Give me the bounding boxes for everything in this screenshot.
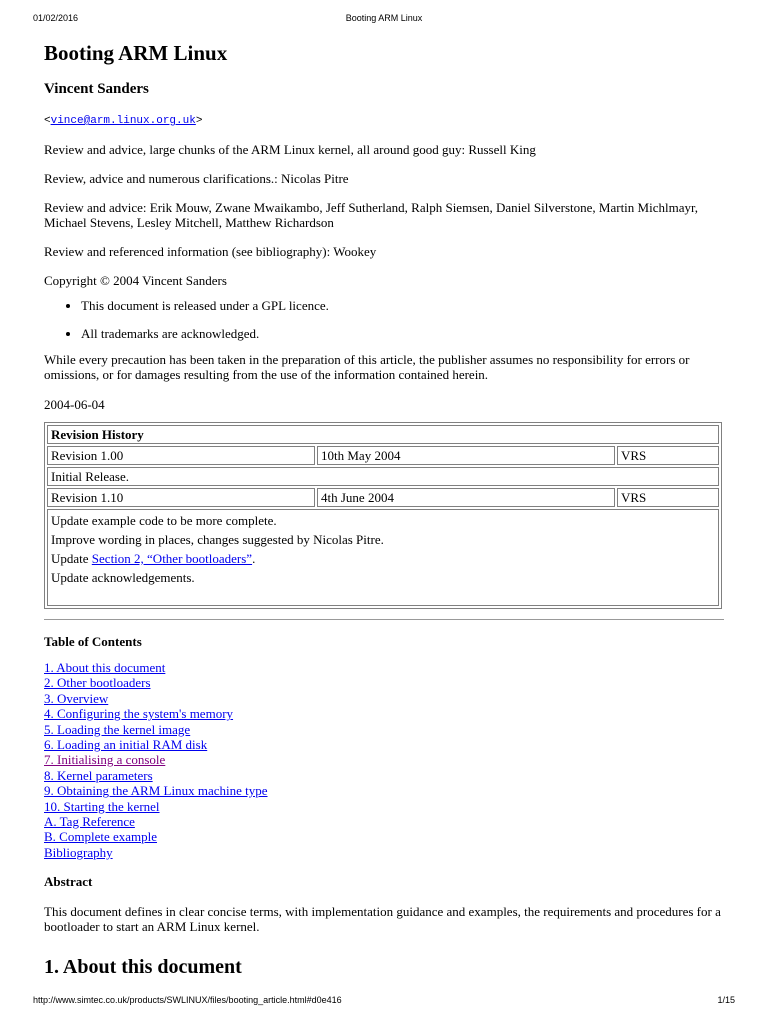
- revision-date: 10th May 2004: [317, 446, 615, 465]
- divider: [44, 619, 724, 620]
- revision-note-line: Update acknowledgements.: [51, 570, 195, 585]
- document-date: 2004-06-04: [44, 397, 105, 412]
- email-open-bracket: <: [44, 115, 51, 127]
- abstract-text: This document defines in clear concise terms, with implementation guidance and examples, the requirements and procedures for a bootloader to start an ARM Linux kernel.: [44, 904, 721, 935]
- toc-link-bibliography[interactable]: Bibliography: [44, 844, 113, 860]
- revision-history-heading: Revision History: [47, 425, 719, 444]
- list-item: • This document is released under a GPL licence.: [81, 298, 724, 313]
- revision-note-line: Update example code to be more complete.: [51, 513, 277, 528]
- revision-notes: [47, 509, 719, 606]
- revision-date: 4th June 2004: [317, 488, 615, 507]
- author-email-line: [44, 114, 724, 128]
- toc-link-overview[interactable]: 3. Overview: [44, 690, 109, 706]
- document-body: [44, 40, 724, 978]
- toc-link-tag-reference[interactable]: A. Tag Reference: [44, 814, 135, 830]
- note-text: Update: [51, 551, 92, 566]
- credit-reviewers: Review and advice: Erik Mouw, Zwane Mwaikambo, Jeff Sutherland, Ralph Siemsen, Daniel Silverstone, Martin Michlmayr, Michael Stevens, Lesley Mitchell, Matthew Richardson: [44, 200, 699, 230]
- revision-author: VRS: [617, 446, 719, 465]
- table-row: [47, 488, 719, 507]
- section-heading: 1. About this document: [44, 956, 242, 979]
- abstract-title: Abstract: [44, 874, 93, 890]
- email-close-bracket: >: [195, 115, 203, 127]
- table-of-contents: [44, 660, 724, 860]
- toc-link-other-bootloaders[interactable]: 2. Other bootloaders: [44, 675, 151, 691]
- print-title: Booting ARM Linux: [345, 13, 423, 23]
- toc-link-loading-ramdisk[interactable]: 6. Loading an initial RAM disk: [44, 737, 208, 753]
- author-email-link[interactable]: vince@arm.linux.org.uk: [50, 115, 196, 127]
- revision-note-line: Improve wording in places, changes suggested by Nicolas Pitre.: [51, 532, 384, 547]
- toc-link-loading-kernel[interactable]: 5. Loading the kernel image: [44, 721, 191, 737]
- table-row: [47, 509, 719, 606]
- note-text: .: [252, 551, 256, 566]
- print-date: 01/02/2016: [33, 13, 79, 23]
- credit-nicolas-pitre: Review, advice and numerous clarifications.: Nicolas Pitre: [44, 171, 349, 186]
- toc-link-machine-type[interactable]: 9. Obtaining the ARM Linux machine type: [44, 783, 268, 799]
- page-number: 1/15: [717, 995, 735, 1005]
- licence-list: [44, 298, 724, 341]
- copyright-notice: Copyright © 2004 Vincent Sanders: [44, 273, 227, 288]
- table-row: [47, 467, 719, 486]
- toc-link-initialising-console[interactable]: 7. Initialising a console: [44, 752, 166, 768]
- revision-number: Revision 1.10: [47, 488, 315, 507]
- list-item: • All trademarks are acknowledged.: [81, 326, 724, 341]
- revision-note: Initial Release.: [47, 467, 719, 486]
- toc-title: Table of Contents: [44, 634, 142, 649]
- document-title: Booting ARM Linux: [44, 41, 228, 65]
- revision-history-table: [44, 422, 722, 609]
- revision-author: VRS: [617, 488, 719, 507]
- toc-link-starting-kernel[interactable]: 10. Starting the kernel: [44, 798, 160, 814]
- credit-russell-king: Review and advice, large chunks of the ARM Linux kernel, all around good guy: Russell King: [44, 142, 536, 157]
- toc-link-complete-example[interactable]: B. Complete example: [44, 829, 158, 845]
- author-name: Vincent Sanders: [44, 81, 149, 97]
- revision-number: Revision 1.00: [47, 446, 315, 465]
- table-row: [47, 446, 719, 465]
- revision-note-line: [51, 549, 715, 568]
- toc-link-about[interactable]: 1. About this document: [44, 660, 166, 675]
- toc-link-configuring-memory[interactable]: 4. Configuring the system's memory: [44, 706, 234, 722]
- credit-wookey: Review and referenced information (see bibliography): Wookey: [44, 244, 377, 259]
- footer-url: http://www.simtec.co.uk/products/SWLINUX/files/booting_article.html#d0e416: [33, 995, 342, 1005]
- disclaimer: While every precaution has been taken in the preparation of this article, the publisher assumes no responsibility for errors or omissions, or for damages resulting from the use of the information contained herein.: [44, 352, 690, 382]
- toc-link-kernel-parameters[interactable]: 8. Kernel parameters: [44, 767, 153, 783]
- other-bootloaders-link[interactable]: Section 2, “Other bootloaders”: [91, 551, 253, 566]
